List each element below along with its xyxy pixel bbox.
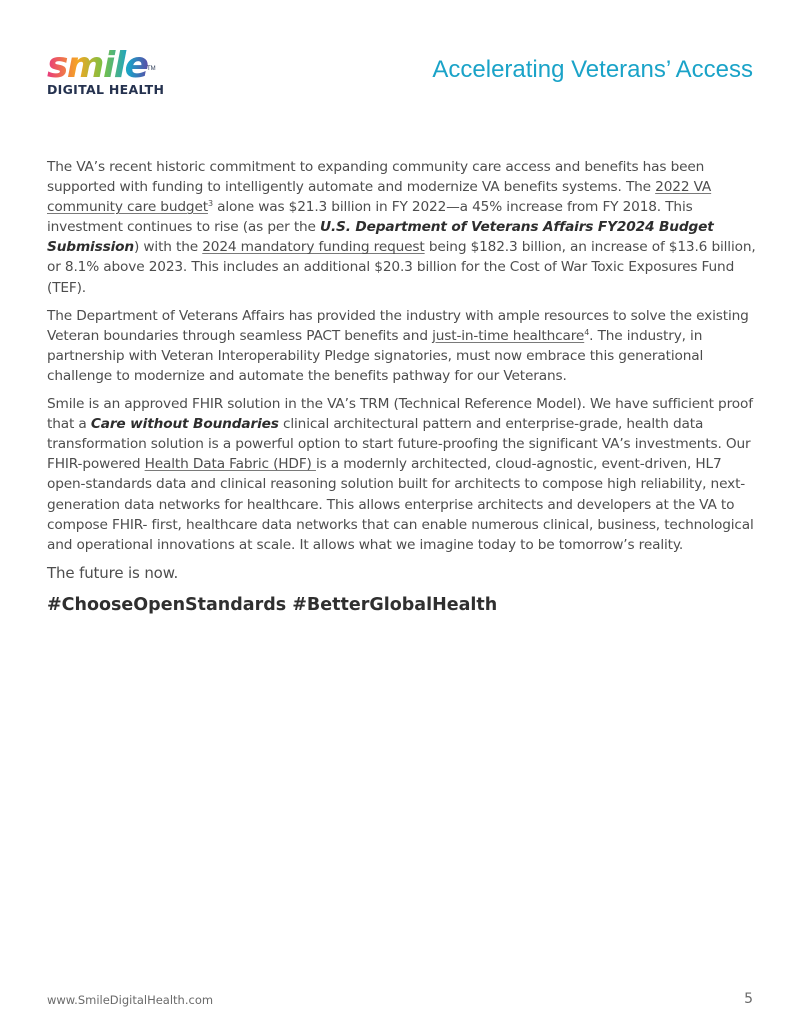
link-2022-va-community-care-budget[interactable]: 2022 VA community care budget	[47, 179, 712, 216]
text-run: The Department of Veterans Affairs has provided the industry with ample resources to solve the existing Veteran boundaries through seamless PACT benefits and	[47, 307, 749, 344]
text-run: clinical architectural pattern and enterprise-grade, health data transformation solution is a powerful option to start future-proofing the significant VA’s investments. Our FHIR-powered	[47, 416, 751, 473]
link-health-data-fabric[interactable]: Health Data Fabric (HDF)	[144, 456, 316, 473]
text-run: is a modernly architected, cloud-agnostic, event-driven, HL7 open-standards data and clinical reasoning solution built for architects to compose high reliability, next-generation data networks for healthcare. This allows enterprise architects and developers at the VA to compose FHIR- first, healthcare data networks that can enable numerous clinical, business, technological and operational innovations at scale. It allows what we imagine today to be tomorrow’s reality.	[47, 456, 754, 553]
trademark-mark: TM	[147, 66, 156, 72]
svg-text:smile: smile	[47, 45, 148, 84]
paragraph-va-resources	[47, 306, 759, 386]
paragraph-va-funding	[47, 157, 759, 298]
text-run: Smile is an approved FHIR solution in the VA’s TRM (Technical Reference Model). We have sufficient proof that a	[47, 396, 753, 433]
text-run: being $182.3 billion, an increase of $13.6 billion, or 8.1% above 2023. This includes an additional $20.3 billion for the Cost of War Toxic Exposures Fund (TEF).	[47, 239, 756, 296]
paragraph-smile-fhir	[47, 394, 759, 555]
link-2024-mandatory-funding-request[interactable]: 2024 mandatory funding request	[202, 239, 425, 256]
text-run: . The industry, in partnership with Veteran Interoperability Pledge signatories, must now embrace this generational challenge to modernize and automate the benefits pathway for our Veterans.	[47, 327, 704, 384]
emphasis-care-without-boundaries: Care without Boundaries	[90, 416, 279, 433]
footnote-ref-4[interactable]: 4	[584, 327, 590, 337]
text-run: ) with the	[134, 239, 203, 256]
footer-website-url[interactable]: www.SmileDigitalHealth.com	[47, 993, 214, 1007]
future-statement: The future is now.	[47, 563, 179, 582]
page-number: 5	[744, 991, 753, 1007]
footnote-ref-3[interactable]: 3	[207, 199, 213, 209]
body-content	[47, 157, 759, 591]
link-just-in-time-healthcare[interactable]: just-in-time healthcare	[432, 327, 585, 344]
text-run: The VA’s recent historic commitment to expanding community care access and benefits has been supported with funding to intelligently automate and modernize VA benefits systems. The	[47, 159, 705, 196]
emphasis-budget-submission: U.S. Department of Veterans Affairs FY2024 Budget Submission	[47, 219, 714, 256]
smile-logo-wordmark	[47, 44, 157, 84]
text-run: alone was $21.3 billion in FY 2022—a 45% increase from FY 2018. This investment continues to rise (as per the	[47, 199, 693, 236]
document-title: Accelerating Veterans’ Access	[432, 56, 753, 83]
smile-digital-health-logo	[47, 44, 167, 98]
logo-subtitle: DIGITAL HEALTH	[47, 82, 165, 97]
hashtags-heading: #ChooseOpenStandards #BetterGlobalHealth	[47, 595, 498, 615]
